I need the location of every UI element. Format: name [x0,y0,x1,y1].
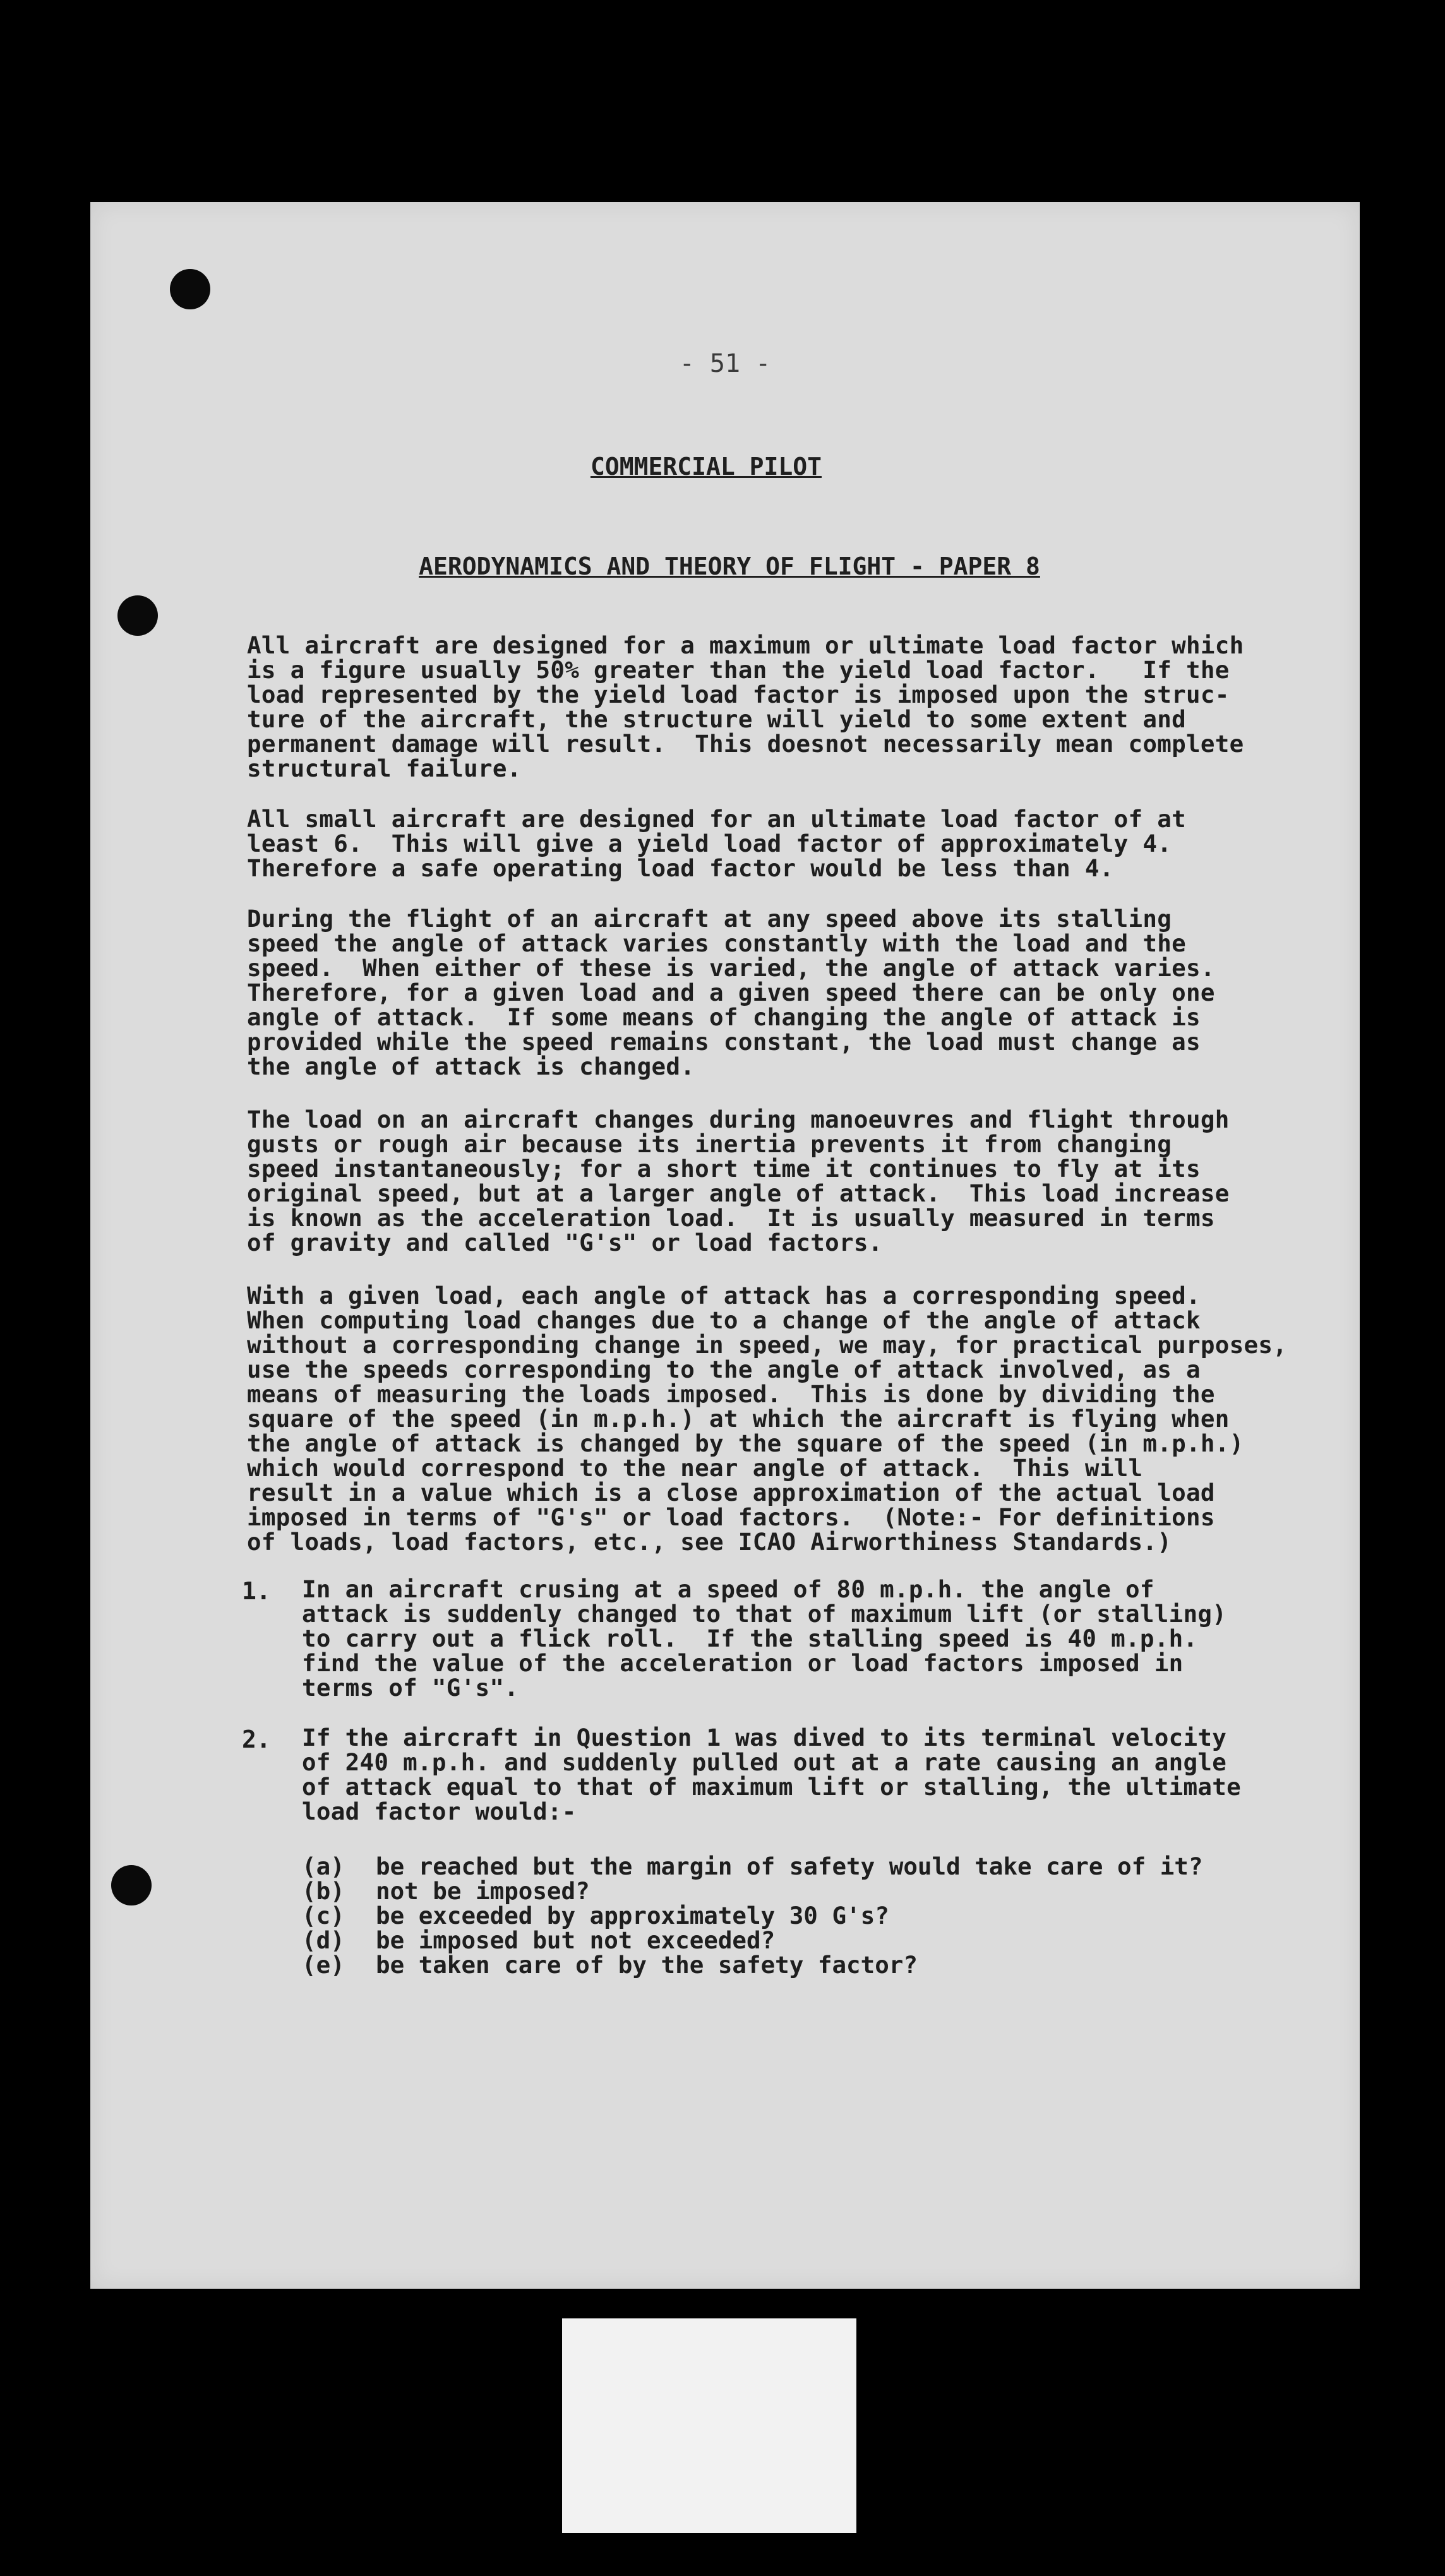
option-letter-a: (a) [302,1852,345,1880]
paragraph-4: The load on an aircraft changes during manoeuvres and flight through gusts or rough air because its inertia prevents it from changing speed instantaneously; for a short time it continues to fly at its original speed, but at a larger angle of attack. This load increase is known as the acceleration load. It is usually measured in terms of gravity and called "G's" or load factors. [247,1106,1230,1256]
punch-hole [170,269,210,309]
paragraph-2: All small aircraft are designed for an ultimate load factor of at least 6. This will give a yield load factor of approximately 4. Therefore a safe operating load factor would be less than 4. [247,805,1186,882]
question-2-text: If the aircraft in Question 1 was dived to its terminal velocity of 240 m.p.h. and suddenly pulled out at a rate causing an angle of attack equal to that of maximum lift or stalling, the ultimate load factor would:- [302,1724,1241,1825]
question-2-number: 2. [242,1726,271,1753]
option-text-e: be taken care of by the safety factor? [376,1951,918,1979]
option-letter-d: (d) [302,1926,345,1954]
paragraph-5: With a given load, each angle of attack has a corresponding speed. When computing load changes due to a change of the angle of attack without a corresponding change in speed, we may, for practical purposes, use the speeds corresponding to the angle of attack involved, as a means of measuring the loads imposed. This is done by dividing the square of the speed (in m.p.h.) at which the aircraft is flying when the angle of attack is changed by the square of the speed (in m.p.h.) which would correspond to the near angle of attack. This will result in a value which is a close approximation of the actual load imposed in terms of "G's" or load factors. (Note:- For definitions of loads, load factors, etc., see ICAO Airworthiness Standards.) [247,1282,1288,1556]
document-page [90,202,1360,2289]
page-number: - 51 - [679,349,771,378]
course-title: COMMERCIAL PILOT [590,453,822,480]
film-label-tab [562,2318,856,2533]
option-letter-e: (e) [302,1951,345,1979]
option-text-b: not be imposed? [376,1877,590,1905]
option-letter-c: (c) [302,1902,345,1929]
paper-title: AERODYNAMICS AND THEORY OF FLIGHT - PAPER 8 [419,552,1040,580]
option-text-a: be reached but the margin of safety would take care of it? [376,1852,1203,1880]
option-text-c: be exceeded by approximately 30 G's? [376,1902,889,1929]
question-1-number: 1. [242,1577,271,1605]
paragraph-3: During the flight of an aircraft at any speed above its stalling speed the angle of attack varies constantly with the load and the speed. When either of these is varied, the angle of attack varies. Therefore, for a given load and a given speed there can be only one angle of attack. If some means of changing the angle of attack is provided while the speed remains constant, the load must change as the angle of attack is changed. [247,905,1215,1080]
punch-hole [111,1865,152,1905]
paragraph-1: All aircraft are designed for a maximum or ultimate load factor which is a figure usually 50% greater than the yield load factor. If the load represented by the yield load factor is imposed upon the struc- ture of the aircraft, the structure will yield to some extent and permanent damage will result. This doesnot necessarily mean complete structural failure. [247,631,1244,782]
option-letter-b: (b) [302,1877,345,1905]
question-1-text: In an aircraft crusing at a speed of 80 m.p.h. the angle of attack is suddenly changed to that of maximum lift (or stalling) to carry out a flick roll. If the stalling speed is 40 m.p.h. find the value of the acceleration or load factors imposed in terms of "G's". [302,1575,1227,1702]
option-text-d: be imposed but not exceeded? [376,1926,776,1954]
punch-hole [117,595,158,636]
